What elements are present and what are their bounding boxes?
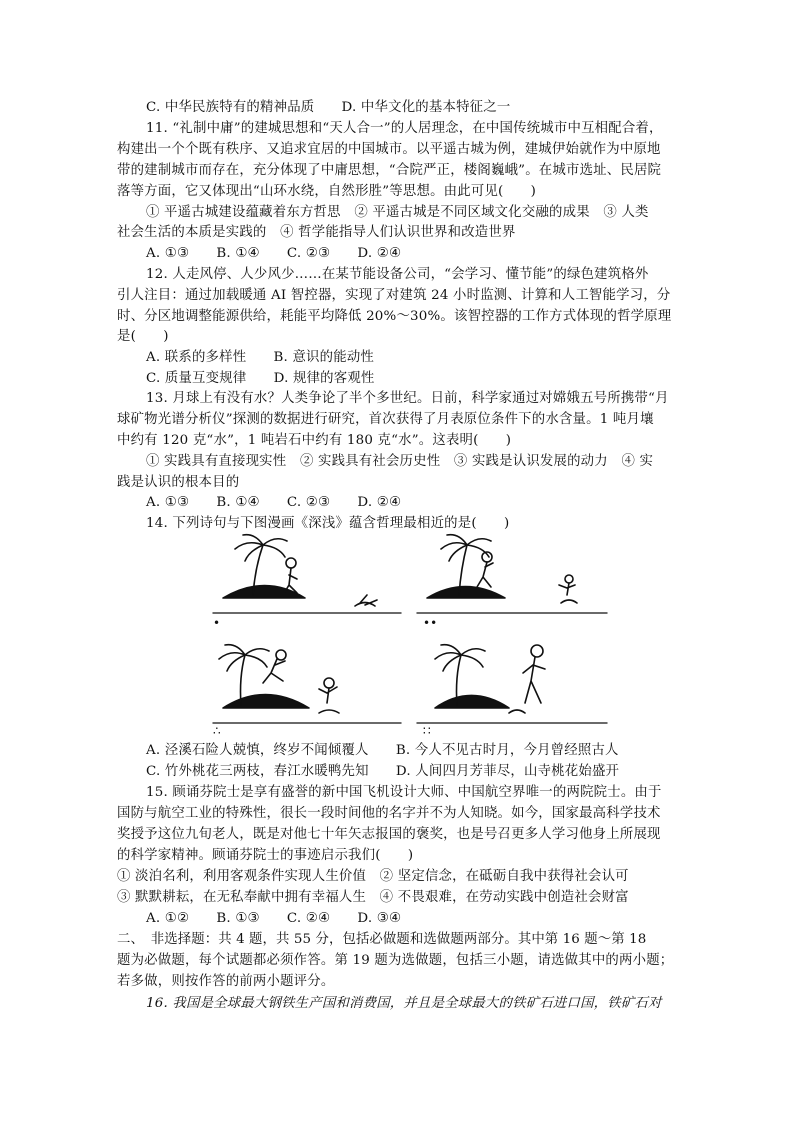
- comic-label-1: •: [213, 616, 221, 630]
- comic-label-3: ∴: [213, 724, 221, 738]
- q13-line-5: 践是认识的根本目的: [117, 475, 240, 490]
- comic-label-2: ••: [423, 616, 438, 630]
- q14-options-2: C. 竹外桃花三两枝，春江水暖鸭先知 D. 人间四月芳菲尽，山寺桃花始盛开: [146, 764, 620, 779]
- comic-shenqian: [205, 533, 615, 738]
- q16-line-1: 16. 我国是全球最大钢铁生产国和消费国，并且是全球最大的铁矿石进口国，铁矿石对: [146, 996, 662, 1011]
- q15-options: A. ①② B. ①③ C. ②④ D. ③④: [146, 911, 402, 926]
- q12-line-3: 时、分区地调整能源供给，耗能平均降低 20%～30%。该智控器的工作方式体现的哲学原理: [117, 309, 672, 324]
- q11-line-3: 带的建制城市而存在，充分体现了中庸思想，“合院严正，楼阁巍峨”。在城市选址、民居院: [117, 163, 662, 178]
- q11-line-1: 11. “礼制中庸”的建城思想和“天人合一”的人居理念，在中国传统城市中互相配合着，: [146, 121, 663, 136]
- q11-line-5: ① 平遥古城建设蕴藏着东方哲思 ② 平遥古城是不同区域文化交融的成果 ③ 人类: [146, 205, 649, 220]
- section2-line-2: 题为必做题，每个试题都必须作答。第 19 题为选做题，包括三小题，请选做其中的两小题；: [117, 953, 674, 968]
- q12-line-2: 引人注目：通过加载暖通 AI 智控器，实现了对建筑 24 小时监测、计算和人工智能学习，分: [117, 288, 671, 303]
- q12-options-2: C. 质量互变规律 D. 规律的客观性: [146, 371, 375, 386]
- q14-stem: 14. 下列诗句与下图漫画《深浅》蕴含哲理最相近的是( ): [146, 516, 510, 531]
- q11-line-2: 构建出一个个既有秩序、又追求宜居的中国城市。以平遥古城为例，建城伊始就作为中原地: [117, 142, 661, 157]
- q13-line-3: 中约有 120 克“水”，1 吨岩石中约有 180 克“水”。这表明( ): [117, 433, 512, 448]
- q10-options: C. 中华民族特有的精神品质 D. 中华文化的基本特征之一: [146, 100, 511, 115]
- q15-line-4: 的科学家精神。顾诵芬院士的事迹启示我们( ): [117, 848, 414, 863]
- section2-line-3: 若多做，则按作答的前两小题评分。: [117, 974, 335, 989]
- section2-line-1: 二、 非选择题：共 4 题，共 55 分，包括必做题和选做题两部分。其中第 16 题～第 18: [117, 932, 647, 947]
- q11-line-4: 落等方面，它又体现出“山环水绕，自然形胜”等思想。由此可见( ): [117, 184, 537, 199]
- q13-line-4: ① 实践具有直接现实性 ② 实践具有社会历史性 ③ 实践是认识发展的动力 ④ 实: [146, 454, 654, 469]
- q12-line-1: 12. 人走风停、人少风少……在某节能设备公司，“会学习、懂节能”的绿色建筑格外: [146, 267, 649, 282]
- q15-line-2: 国防与航空工业的特殊性，很长一段时间他的名字并不为人知晓。如今，国家最高科学技术: [117, 806, 661, 821]
- comic-label-4: ∷: [423, 724, 431, 738]
- q11-options: A. ①③ B. ①④ C. ②③ D. ②④: [146, 246, 402, 261]
- q15-line-1: 15. 顾诵芬院士是享有盛誉的新中国飞机设计大师、中国航空界唯一的两院院士。由于: [146, 785, 662, 800]
- q13-line-2: 球矿物光谱分析仪”探测的数据进行研究，首次获得了月表原位条件下的水含量。1 吨月壤: [117, 412, 654, 427]
- q15-line-5: ① 淡泊名利，利用客观条件实现人生价值 ② 坚定信念，在砥砺自我中获得社会认可: [117, 869, 629, 884]
- comic-panel-1: [213, 535, 401, 613]
- q12-line-4: 是( ): [117, 329, 169, 344]
- q14-options-1: A. 泾溪石险人兢慎，终岁不闻倾覆人 B. 今人不见古时月，今月曾经照古人: [146, 743, 619, 758]
- q13-line-1: 13. 月球上有没有水？人类争论了半个多世纪。日前，科学家通过对嫦娥五号所携带“月: [146, 391, 669, 406]
- comic-panel-3: [213, 645, 401, 723]
- q15-line-3: 奖授予这位九旬老人，既是对他七十年矢志报国的褒奖，也是号召更多人学习他身上所展现: [117, 827, 661, 842]
- q12-options-1: A. 联系的多样性 B. 意识的能动性: [146, 350, 375, 365]
- comic-panel-2: [417, 535, 607, 613]
- q15-line-6: ③ 默默耕耘，在无私奉献中拥有幸福人生 ④ 不畏艰难，在劳动实践中创造社会财富: [117, 890, 629, 905]
- q13-options: A. ①③ B. ①④ C. ②③ D. ②④: [146, 495, 402, 510]
- comic-panel-4: [417, 645, 607, 723]
- q11-line-6: 社会生活的本质是实践的 ④ 哲学能指导人们认识世界和改造世界: [117, 225, 516, 240]
